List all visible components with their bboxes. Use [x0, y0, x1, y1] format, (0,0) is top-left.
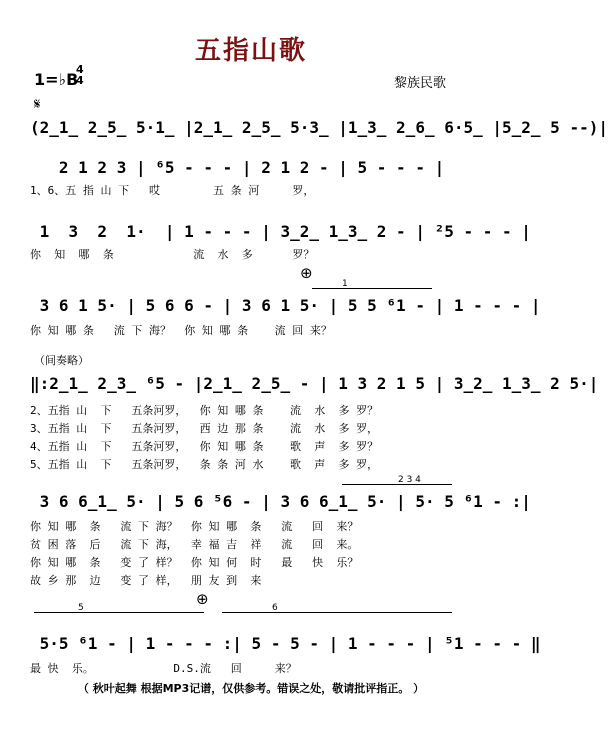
lyrics-line: 最 快 乐。 D.S.流 回 来？ [30, 662, 297, 675]
page-title: 五指山歌 [194, 36, 307, 66]
notes-line: 5·5 ⁶1 - | 1 - - - :| 5 - 5 - | 1 - - - | ⁵1 - - - ‖ [30, 634, 541, 653]
volta-bracket-6 [222, 612, 452, 613]
notes-line: 2 1 2 3 | ⁶5 - - - | 2 1 2 - | 5 - - - | [30, 158, 445, 177]
coda-sign: ⊕ [300, 264, 313, 282]
lyrics-line: 你 知 哪 条 流 水 多 罗？ [30, 248, 315, 261]
volta-bracket-234 [342, 484, 452, 485]
notes-line: (2̲1̲ 2̲5̲ 5·1̲ |2̲1̲ 2̲5̲ 5·3̲ |1̲3̲ 2̲6̲ 6·5̲ |5̲2̲ 5 --)| [30, 118, 608, 137]
footer-note: （ 秋叶起舞 根据MP3记谱，仅供参考。错误之处，敬请批评指正。 ） [77, 682, 425, 695]
key-signature: 1=♭B [34, 70, 79, 89]
lyrics-line: 1、6、五 指 山 下 哎 五 条 河 罗， [30, 184, 315, 197]
lyrics-line: 你 知 哪 条 变 了 样？ 你 知 何 时 最 快 乐？ [30, 556, 359, 569]
notes-line: ‖:2̲1̲ 2̲3̲ ⁶5 - |2̲1̲ 2̲5̲ - | 1 3 2 1 5 | 3̲2̲ 1̲3̲ 2 5·| [30, 374, 599, 393]
composer: 黎族民歌 [394, 76, 447, 91]
volta-234-label: 2 3 4 [398, 475, 421, 485]
lyrics-line: 2、五指 山 下 五条河罗， 你 知 哪 条 流 水 多 罗？ [30, 404, 379, 417]
interlude-note: （间奏略） [34, 354, 89, 367]
lyrics-line: 你 知 哪 条 流 下 海？ 你 知 哪 条 流 回 来？ [30, 324, 332, 337]
time-top: 4 [76, 63, 84, 76]
lyrics-line: 你 知 哪 条 流 下 海？ 你 知 哪 条 流 回 来？ [30, 520, 359, 533]
lyrics-line: 3、五指 山 下 五条河罗， 西 边 那 条 流 水 多 罗， [30, 422, 379, 435]
notes-line: 1 3 2 1· | 1 - - - | 3̲2̲ 1̲3̲ 2 - | ²5 - - - | [30, 222, 531, 241]
lyrics-line: 贫 困 落 后 流 下 海， 幸 福 吉 祥 流 回 来。 [30, 538, 359, 551]
coda-sign-2: ⊕ [196, 590, 209, 608]
volta-1-label: 1 [342, 279, 348, 289]
lyrics-line: 5、五指 山 下 五条河罗， 条 条 河 水 歌 声 多 罗， [30, 458, 379, 471]
volta-bracket-1 [312, 288, 432, 289]
volta-6-label: 6 [272, 603, 278, 613]
volta-5-label: 5 [78, 603, 84, 613]
lyrics-line: 故 乡 那 边 变 了 样， 朋 友 到 来 [30, 574, 262, 587]
time-bottom: 4 [76, 74, 84, 87]
volta-bracket-5 [34, 612, 204, 613]
time-signature [76, 64, 84, 86]
segno-sign: 𝄋 [34, 95, 41, 113]
notes-line: 3 6 1 5· | 5 6 6 - | 3 6 1 5· | 5 5 ⁶1 - | 1 - - - | [30, 296, 541, 315]
lyrics-line: 4、五指 山 下 五条河罗， 你 知 哪 条 歌 声 多 罗？ [30, 440, 379, 453]
notes-line: 3 6 6̲1̲ 5· | 5 6 ⁵6 - | 3 6 6̲1̲ 5· | 5· 5 ⁶1 - :| [30, 492, 531, 511]
